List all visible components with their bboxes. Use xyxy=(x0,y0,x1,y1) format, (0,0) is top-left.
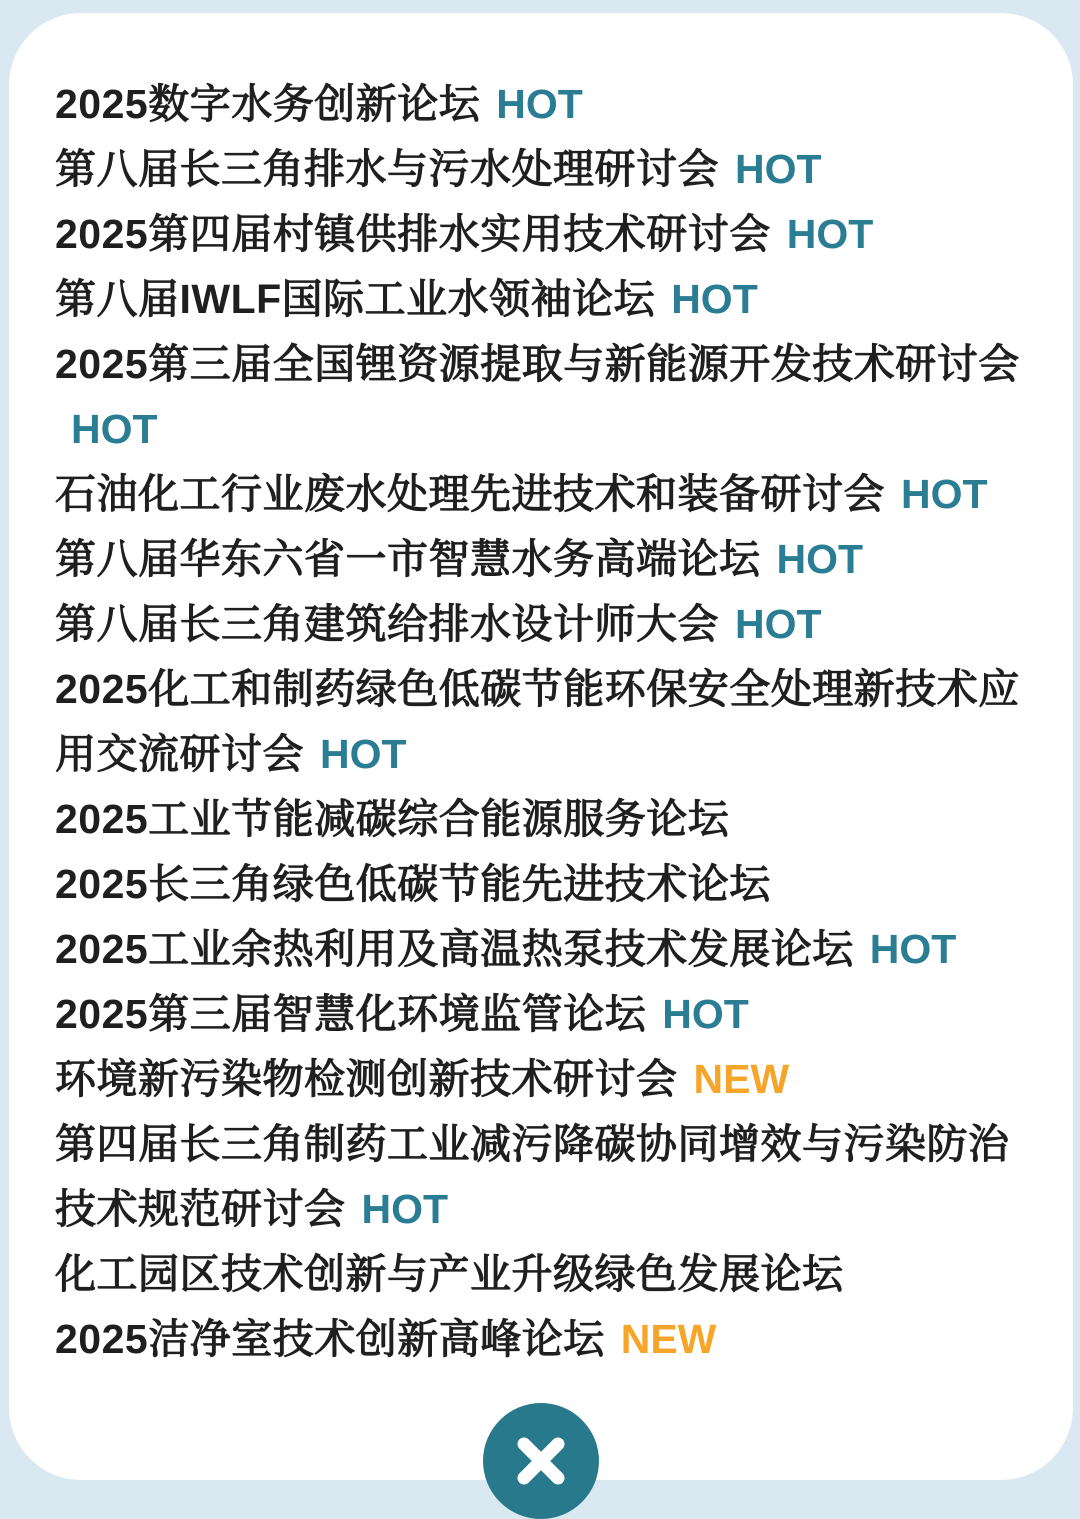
conference-title: 石油化工行业废水处理先进技术和装备研讨会 xyxy=(55,471,885,517)
conference-title: 2025数字水务创新论坛 xyxy=(55,81,481,127)
hot-badge: HOT xyxy=(361,1186,449,1232)
conference-title: 2025第四届村镇供排水实用技术研讨会 xyxy=(55,211,771,257)
conference-list-item[interactable] xyxy=(55,982,1027,1047)
conference-list-item[interactable] xyxy=(55,917,1027,982)
conference-title: 2025第三届全国锂资源提取与新能源开发技术研讨会 xyxy=(55,341,1020,387)
hot-badge: HOT xyxy=(71,406,158,452)
conference-list-item[interactable] xyxy=(55,852,1027,917)
hot-badge: HOT xyxy=(735,601,822,647)
conference-title: 第八届华东六省一市智慧水务高端论坛 xyxy=(55,536,761,582)
hot-badge: HOT xyxy=(869,926,957,972)
conference-title: 2025工业节能减碳综合能源服务论坛 xyxy=(55,796,730,842)
hot-badge: HOT xyxy=(735,146,822,192)
hot-badge: HOT xyxy=(901,471,988,517)
conference-list-item[interactable] xyxy=(55,332,1027,462)
conference-title: 第八届IWLF国际工业水领袖论坛 xyxy=(55,276,656,322)
conference-title: 2025工业余热利用及高温热泵技术发展论坛 xyxy=(55,926,854,972)
close-button[interactable] xyxy=(483,1403,599,1519)
conference-list-item[interactable] xyxy=(55,137,1027,202)
conference-list-item[interactable] xyxy=(55,1047,1027,1112)
conference-list-item[interactable] xyxy=(55,72,1027,137)
conference-list-item[interactable] xyxy=(55,592,1027,657)
conference-title: 环境新污染物检测创新技术研讨会 xyxy=(55,1056,678,1102)
conference-title: 2025洁净室技术创新高峰论坛 xyxy=(55,1316,605,1362)
hot-badge: HOT xyxy=(776,536,864,582)
conference-title: 2025长三角绿色低碳节能先进技术论坛 xyxy=(55,861,771,907)
new-badge: NEW xyxy=(693,1056,790,1102)
close-icon xyxy=(510,1430,572,1492)
hot-badge: HOT xyxy=(662,991,749,1037)
conference-list-item[interactable] xyxy=(55,267,1027,332)
close-button-row xyxy=(55,1403,1027,1519)
conference-title: 第八届长三角排水与污水处理研讨会 xyxy=(55,146,719,192)
hot-badge: HOT xyxy=(496,81,583,127)
conference-list-item[interactable] xyxy=(55,787,1027,852)
conference-title: 2025第三届智慧化环境监管论坛 xyxy=(55,991,647,1037)
hot-badge: HOT xyxy=(786,211,874,257)
conference-title: 第八届长三角建筑给排水设计师大会 xyxy=(55,601,719,647)
conference-list-item[interactable] xyxy=(55,1307,1027,1372)
conference-list-item[interactable] xyxy=(55,1112,1027,1242)
conference-list xyxy=(55,72,1027,1372)
conference-list-item[interactable] xyxy=(55,202,1027,267)
conference-title: 第四届长三角制药工业减污降碳协同增效与污染防治技术规范研讨会 xyxy=(55,1121,1010,1232)
conference-list-item[interactable] xyxy=(55,527,1027,592)
conference-title: 2025化工和制药绿色低碳节能环保安全处理新技术应用交流研讨会 xyxy=(55,666,1020,777)
conference-list-item[interactable] xyxy=(55,462,1027,527)
conference-list-item[interactable] xyxy=(55,657,1027,787)
new-badge: NEW xyxy=(620,1316,717,1362)
conference-list-card xyxy=(9,13,1073,1480)
conference-title: 化工园区技术创新与产业升级绿色发展论坛 xyxy=(55,1251,844,1297)
hot-badge: HOT xyxy=(671,276,758,322)
conference-list-item[interactable] xyxy=(55,1242,1027,1307)
hot-badge: HOT xyxy=(320,731,407,777)
